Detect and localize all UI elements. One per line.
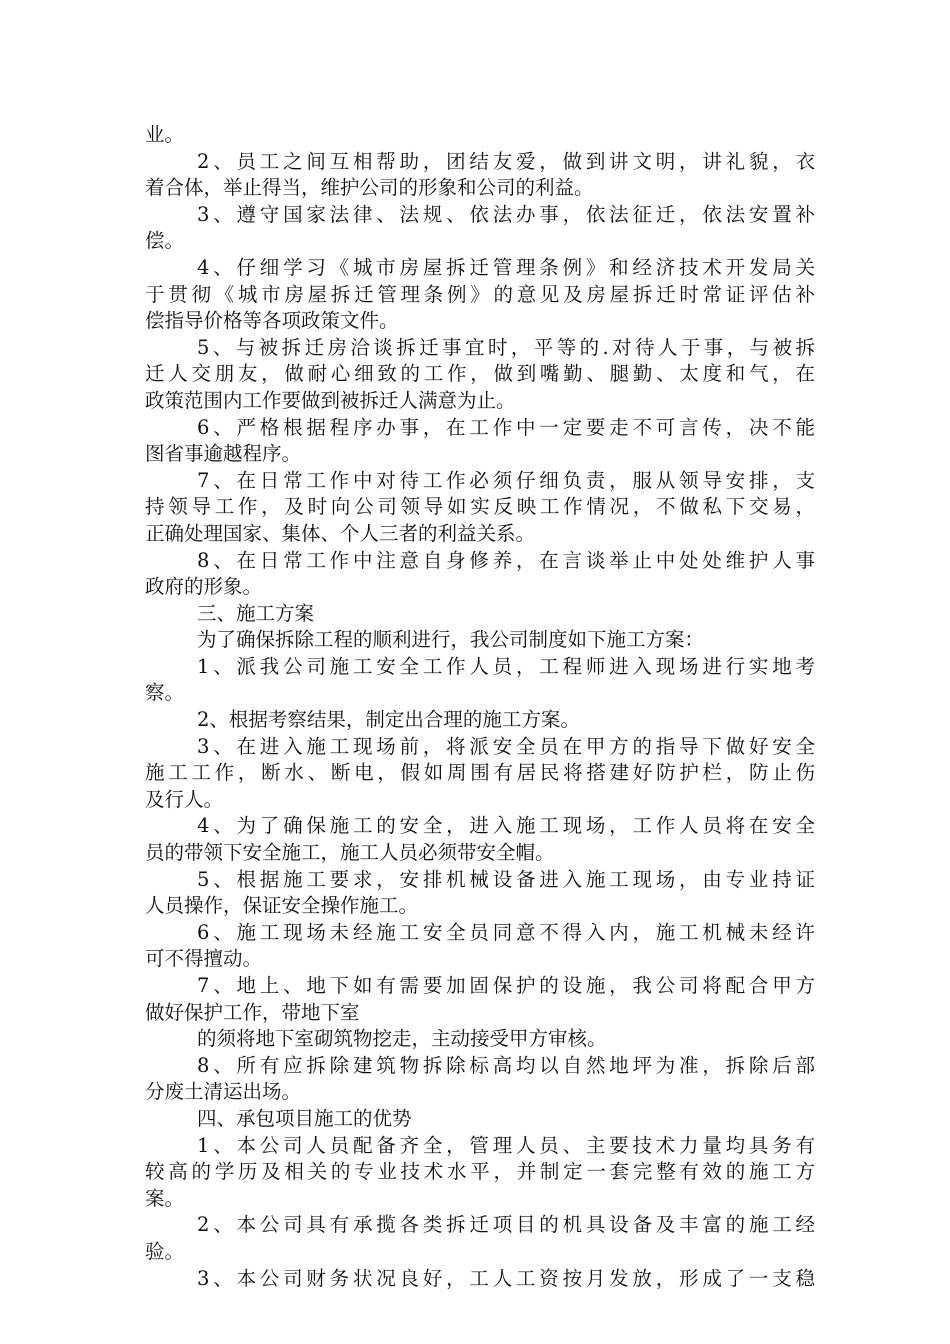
text-line: 较高的学历及相关的专业技术水平，并制定一套完整有效的施工方 [145,1160,815,1184]
text-line: 2、本公司具有承揽各类拆迁项目的机具设备及丰富的施工经 [197,1213,815,1237]
text-line: 政府的形象。 [145,575,263,599]
text-line: 迁人交朋友，做耐心细致的工作，做到嘴勤、腿勤、太度和气，在 [145,362,815,386]
text-line: 2、根据考察结果，制定出合理的施工方案。 [197,708,580,732]
text-line: 验。 [145,1239,185,1263]
text-line: 4、仔细学习《城市房屋拆迁管理条例》和经济技术开发局关 [197,255,815,279]
text-line: 正确处理国家、集体、个人三者的利益关系。 [145,521,536,545]
text-line: 8、在日常工作中注意自身修养，在言谈举止中处处维护人事 [197,548,815,572]
text-line: 6、施工现场未经施工安全员同意不得入内，施工机械未经许 [197,920,815,944]
text-line: 政策范围内工作要做到被拆迁人满意为止。 [145,388,516,412]
text-line: 人员操作，保证安全操作施工。 [145,894,419,918]
text-line: 着合体，举止得当，维护公司的形象和公司的利益。 [145,176,594,200]
text-line: 偿指导价格等各项政策文件。 [145,309,399,333]
text-line: 四、承包项目施工的优势 [197,1106,412,1130]
text-line: 1、派我公司施工安全工作人员，工程师进入现场进行实地考 [197,654,815,678]
text-line: 做好保护工作，带地下室 [145,1000,360,1024]
text-line: 于贯彻《城市房屋拆迁管理条例》的意见及房屋拆迁时常证评估补 [145,282,815,306]
text-line: 施工工作，断水、断电，假如周围有居民将搭建好防护栏，防止伤 [145,761,815,785]
text-line: 5、根据施工要求，安排机械设备进入施工现场，由专业持证 [197,867,815,891]
text-line: 2、员工之间互相帮助，团结友爱，做到讲文明，讲礼貌，衣 [197,149,815,173]
text-line: 6、严格根据程序办事，在工作中一定要走不可言传，决不能 [197,415,815,439]
text-line: 5、与被拆迁房洽谈拆迁事宜时，平等的.对待人于事，与被拆 [197,335,815,359]
text-line: 持领导工作，及时向公司领导如实反映工作情况，不做私下交易， [145,495,815,519]
text-line: 案。 [145,1186,185,1210]
text-line: 图省事逾越程序。 [145,442,302,466]
document-body [145,122,815,1292]
text-line: 8、所有应拆除建筑物拆除标高均以自然地坪为准，拆除后部 [197,1053,815,1077]
text-line: 分废土清运出场。 [145,1080,302,1104]
text-line: 偿。 [145,229,185,253]
text-line: 3、在进入施工现场前，将派安全员在甲方的指导下做好安全 [197,734,815,758]
text-line: 的须将地下室砌筑物挖走，主动接受甲方审核。 [197,1027,607,1051]
text-line: 1、本公司人员配备齐全，管理人员、主要技术力量均具务有 [197,1133,815,1157]
text-line: 3、本公司财务状况良好，工人工资按月发放，形成了一支稳 [197,1266,815,1290]
text-line: 业。 [145,123,185,146]
text-line: 三、施工方案 [197,601,315,625]
text-line: 察。 [145,681,185,705]
text-line: 4、为了确保施工的安全，进入施工现场，工作人员将在安全 [197,814,815,838]
text-line: 员的带领下安全施工，施工人员必须带安全帽。 [145,841,555,865]
text-line: 3、遵守国家法律、法规、依法办事，依法征迁，依法安置补 [197,202,815,226]
text-line: 为了确保拆除工程的顺利进行，我公司制度如下施工方案： [197,628,705,652]
text-line: 7、在日常工作中对待工作必须仔细负责，服从领导安排，支 [197,468,815,492]
text-line: 7、地上、地下如有需要加固保护的设施，我公司将配合甲方 [197,974,815,997]
text-line: 及行人。 [145,787,224,811]
text-line: 可不得擅动。 [145,947,263,971]
